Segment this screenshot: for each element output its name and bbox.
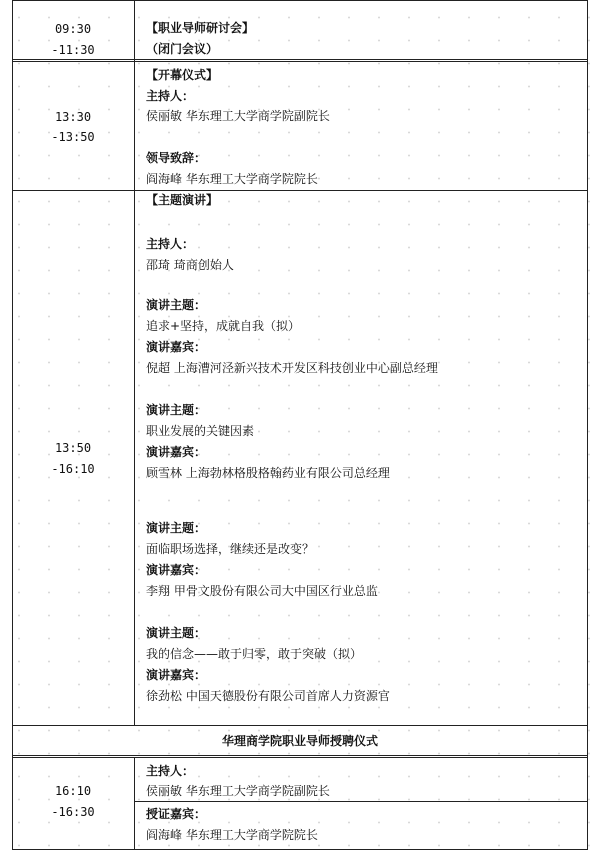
row-divider: [12, 190, 588, 191]
host-name: 邵琦 琦商创始人: [146, 258, 234, 272]
guest-label: 演讲嘉宾：: [146, 445, 207, 459]
topic-4: 我的信念——敢于归零，敢于突破（拟）: [146, 647, 363, 661]
guest-3: 李翔 甲骨文股份有限公司大中国区行业总监: [146, 584, 378, 598]
table-border-right: [587, 0, 588, 850]
ceremony-title: 华理商学院职业导师授聘仪式: [221, 734, 378, 748]
guest-1: 倪超 上海漕河泾新兴技术开发区科技创业中心副总经理: [146, 361, 438, 375]
time-start: 13:30: [54, 110, 92, 124]
session-title: 【开幕仪式】: [146, 68, 219, 82]
host-label: 主持人：: [146, 89, 195, 103]
guest-label: 演讲嘉宾：: [146, 340, 207, 354]
time-start: 16:10: [54, 784, 92, 798]
topic-label: 演讲主题：: [146, 521, 207, 535]
time-end: -16:30: [51, 805, 95, 819]
topic-1: 追求+坚持，成就自我（拟）: [146, 319, 301, 333]
row-divider: [12, 725, 588, 726]
session-title: 【主题演讲】: [146, 193, 219, 207]
speaker-name: 阎海峰 华东理工大学商学院院长: [146, 172, 318, 186]
row-divider: [134, 801, 588, 802]
host-label: 主持人：: [146, 764, 195, 778]
topic-2: 职业发展的关键因素: [146, 424, 255, 438]
time-start: 09:30: [54, 22, 92, 36]
host-name: 侯丽敏 华东理工大学商学院副院长: [146, 784, 330, 798]
agenda-table: [12, 0, 588, 851]
award-presenter: 阎海峰 华东理工大学商学院院长: [146, 828, 318, 842]
row-divider: [12, 849, 588, 850]
session-title: 【职业导师研讨会】: [146, 21, 255, 35]
column-divider: [134, 0, 135, 726]
time-end: -16:10: [51, 462, 95, 476]
topic-label: 演讲主题：: [146, 403, 207, 417]
row-divider: [12, 755, 588, 758]
guest-label: 演讲嘉宾：: [146, 668, 207, 682]
time-end: -13:50: [51, 130, 95, 144]
time-start: 13:50: [54, 441, 92, 455]
speech-label: 领导致辞：: [146, 151, 207, 165]
column-divider: [134, 757, 135, 850]
session-note: （闭门会议）: [146, 42, 219, 56]
row-divider: [12, 0, 588, 1]
topic-3: 面临职场选择，继续还是改变？: [146, 542, 315, 556]
topic-label: 演讲主题：: [146, 626, 207, 640]
time-end: -11:30: [51, 43, 95, 57]
guest-4: 徐劲松 中国天德股份有限公司首席人力资源官: [146, 689, 390, 703]
host-name: 侯丽敏 华东理工大学商学院副院长: [146, 109, 330, 123]
award-label: 授证嘉宾：: [146, 807, 207, 821]
guest-label: 演讲嘉宾：: [146, 563, 207, 577]
host-label: 主持人：: [146, 237, 195, 251]
topic-label: 演讲主题：: [146, 298, 207, 312]
guest-2: 顾雪林 上海勃林格殷格翰药业有限公司总经理: [146, 466, 390, 480]
